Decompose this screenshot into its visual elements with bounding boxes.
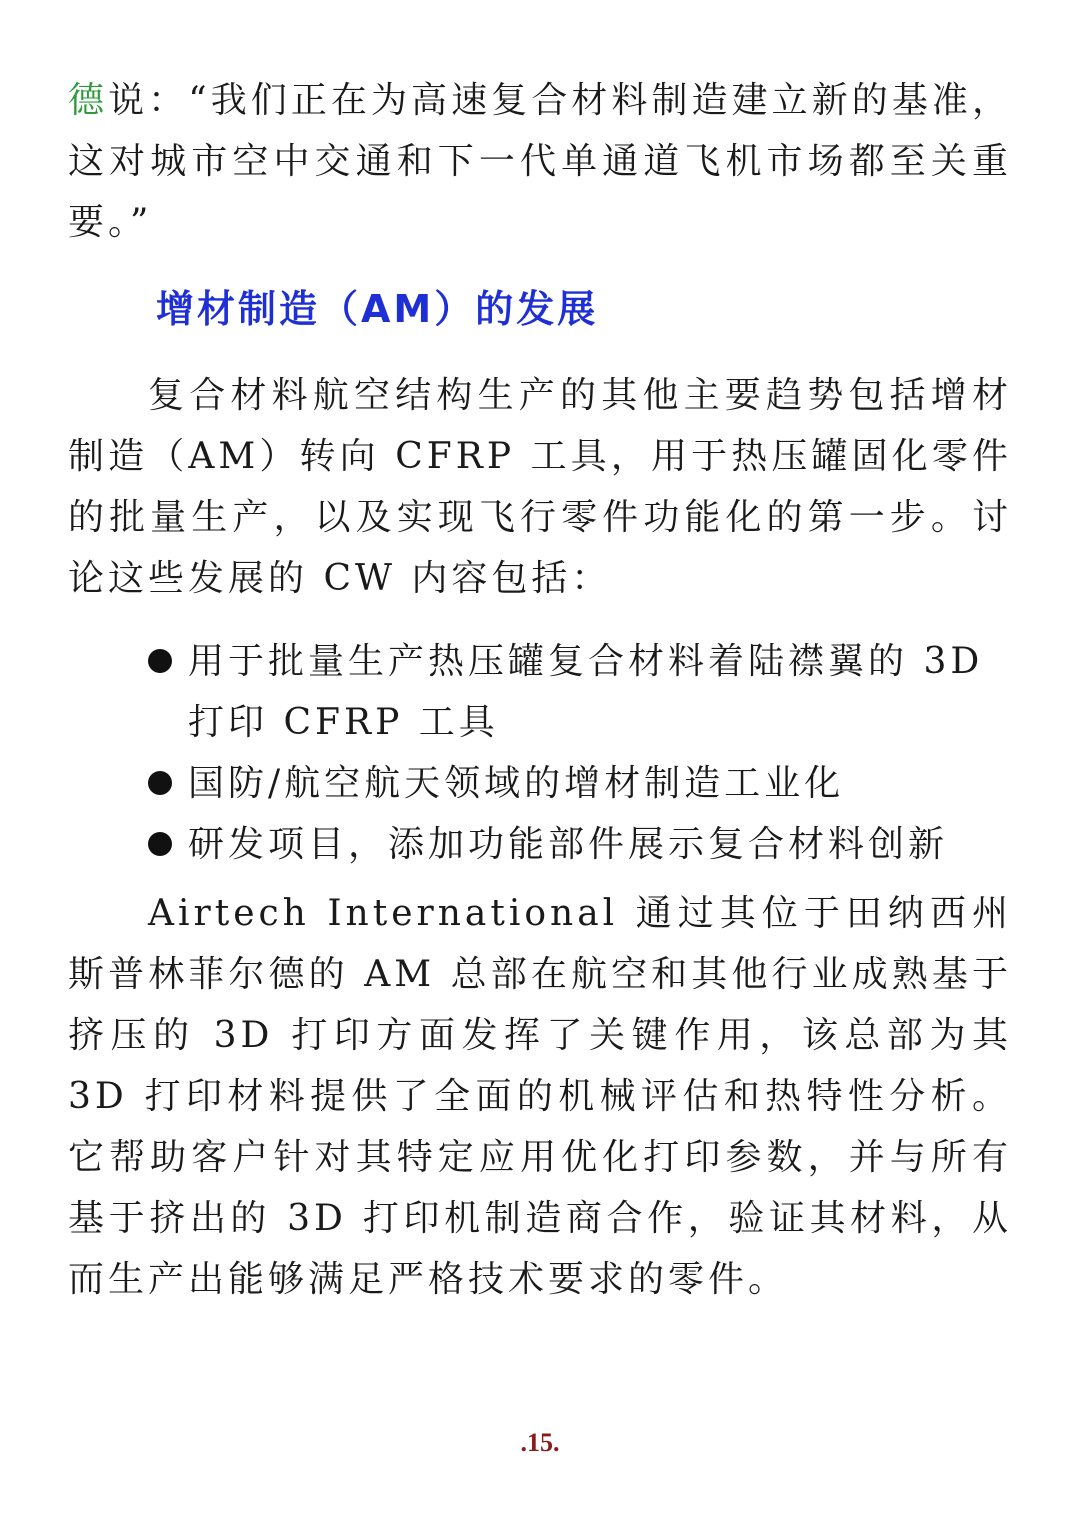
document-page	[68, 70, 1012, 1310]
list-item	[68, 631, 1012, 753]
list-item	[68, 753, 1012, 814]
bullet-icon	[148, 832, 172, 856]
page-number: .15.	[520, 1428, 560, 1457]
bullet-text: 用于批量生产热压罐复合材料着陆襟翼的 3D 打印 CFRP 工具	[188, 641, 984, 743]
bullet-text: 研发项目，添加功能部件展示复合材料创新	[188, 824, 949, 865]
bullet-text: 国防/航空航天领域的增材制造工业化	[188, 763, 845, 804]
bullet-icon	[148, 649, 172, 673]
intro-paragraph: 复合材料航空结构生产的其他主要趋势包括增材制造（AM）转向 CFRP 工具，用于热压罐固化零件的批量生产，以及实现飞行零件功能化的第一步。讨论这些发展的 CW 内容包括：	[68, 375, 1012, 599]
section-heading: 增材制造（AM）的发展	[156, 287, 599, 331]
bullet-list	[68, 631, 1012, 875]
quote-prefix: 德	[68, 80, 109, 121]
list-item	[68, 814, 1012, 875]
airtech-paragraph: Airtech International 通过其位于田纳西州斯普林菲尔德的 AM 总部在航空和其他行业成熟基于挤压的 3D 打印方面发挥了关键作用，该总部为其 3D 打印材料提供了全面的机械评估和热特性分析。它帮助客户针对其特定应用优化打印参数，并与所有基于挤出的 3D 打印机制造商合作，验证其材料，从而生产出能够满足严格技术要求的零件。	[68, 893, 1012, 1300]
bullet-icon	[148, 771, 172, 795]
quote-text: 说：“我们正在为高速复合材料制造建立新的基准，这对城市空中交通和下一代单通道飞机市场都至关重要。”	[68, 80, 1012, 243]
quote-paragraph	[68, 70, 1012, 253]
